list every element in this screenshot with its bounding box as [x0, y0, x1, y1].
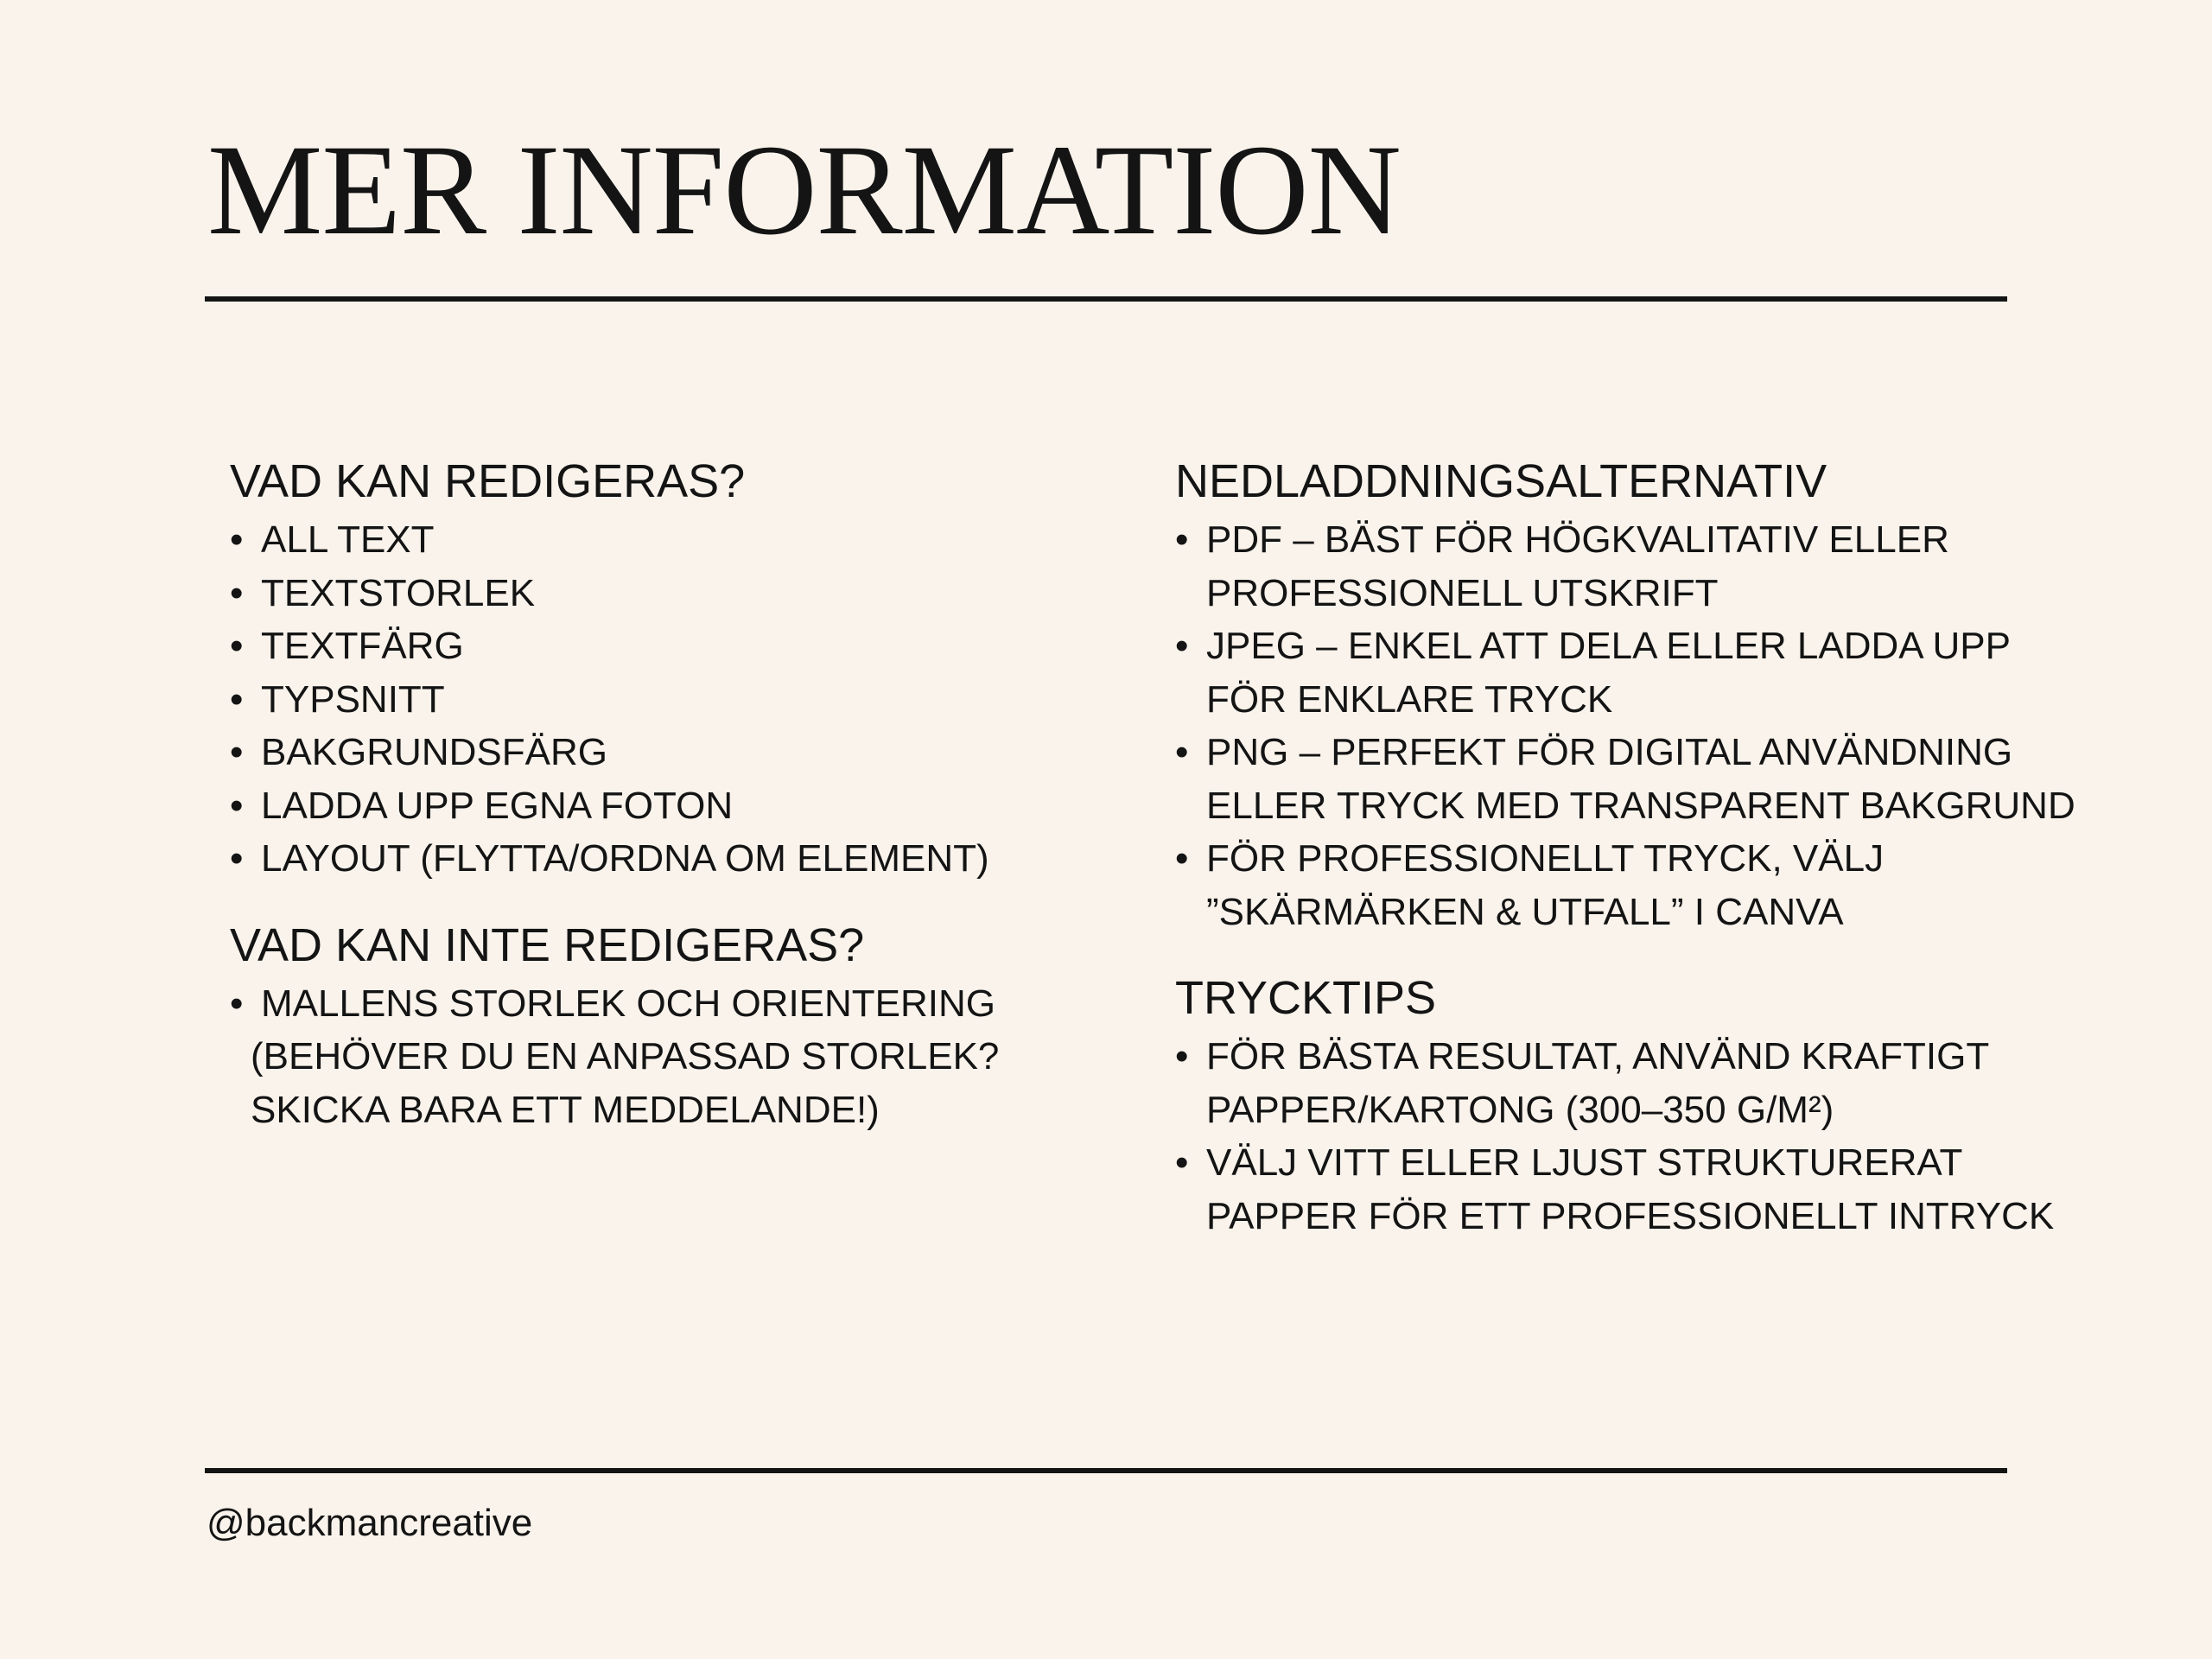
- left-column: [230, 449, 1128, 1136]
- list-item-line: • JPEG – ENKEL ATT DELA ELLER LADDA UPP: [1206, 625, 2011, 667]
- custom-size-note-line: SKICKA BARA ETT MEDDELANDE!): [251, 1088, 880, 1131]
- editable-section: [230, 449, 1128, 886]
- not-editable-section: [230, 913, 1128, 1137]
- top-divider: [205, 296, 2007, 302]
- list-item: • LADDA UPP EGNA FOTON: [230, 779, 1128, 833]
- list-item: • TEXTFÄRG: [230, 620, 1128, 673]
- list-item-line: • MALLENS STORLEK OCH ORIENTERING: [261, 982, 996, 1025]
- list-item: • BAKGRUNDSFÄRG: [230, 726, 1128, 779]
- list-item: • TEXTSTORLEK: [230, 567, 1128, 620]
- print-tips-section: [1175, 966, 2074, 1243]
- page-title: MER INFORMATION: [207, 118, 1401, 262]
- right-column: [1175, 449, 2074, 1243]
- list-item-line: • FÖR BÄSTA RESULTAT, ANVÄND KRAFTIGT: [1206, 1035, 1990, 1077]
- list-item: [1175, 620, 2074, 726]
- list-item-line: PAPPER FÖR ETT PROFESSIONELLT INTRYCK: [1206, 1194, 2055, 1237]
- social-handle: @backmancreative: [207, 1502, 533, 1544]
- list-item-line: ”SKÄRMÄRKEN & UTFALL” I CANVA: [1206, 890, 1844, 933]
- list-item-line: PAPPER/KARTONG (300–350 G/M²): [1206, 1088, 1834, 1131]
- list-item: [1175, 832, 2074, 938]
- list-item-line: • VÄLJ VITT ELLER LJUST STRUKTURERAT: [1206, 1141, 1963, 1184]
- list-item: [1175, 513, 2074, 620]
- list-item: • LAYOUT (FLYTTA/ORDNA OM ELEMENT): [230, 832, 1128, 886]
- download-options-list: [1175, 513, 2074, 938]
- list-item: [1175, 1136, 2074, 1243]
- list-item-line: • FÖR PROFESSIONELLT TRYCK, VÄLJ: [1206, 837, 1885, 880]
- list-item-line: • PDF – BÄST FÖR HÖGKVALITATIV ELLER: [1206, 518, 1949, 561]
- list-item-line: ELLER TRYCK MED TRANSPARENT BAKGRUND: [1206, 784, 2075, 827]
- list-item: [1175, 726, 2074, 832]
- bottom-divider: [205, 1468, 2007, 1473]
- print-tips-heading: TRYCKTIPS: [1175, 972, 1437, 1024]
- download-options-heading: NEDLADDNINGSALTERNATIV: [1175, 455, 1827, 507]
- not-editable-heading: VAD KAN INTE REDIGERAS?: [230, 918, 865, 971]
- custom-size-note-line: (BEHÖVER DU EN ANPASSAD STORLEK?: [251, 1035, 1000, 1077]
- list-item: [1175, 1030, 2074, 1136]
- list-item: • TYPSNITT: [230, 673, 1128, 727]
- not-editable-list: [230, 977, 1128, 1137]
- list-item-line: FÖR ENKLARE TRYCK: [1206, 677, 1613, 721]
- list-item-line: PROFESSIONELL UTSKRIFT: [1206, 571, 1719, 614]
- download-options-section: [1175, 449, 2074, 938]
- list-item: • ALL TEXT: [230, 513, 1128, 567]
- print-tips-list: [1175, 1030, 2074, 1243]
- list-item: [230, 977, 1128, 1137]
- editable-heading: VAD KAN REDIGERAS?: [230, 455, 746, 507]
- editable-list: [230, 513, 1128, 886]
- list-item-line: • PNG – PERFEKT FÖR DIGITAL ANVÄNDNING: [1206, 731, 2013, 773]
